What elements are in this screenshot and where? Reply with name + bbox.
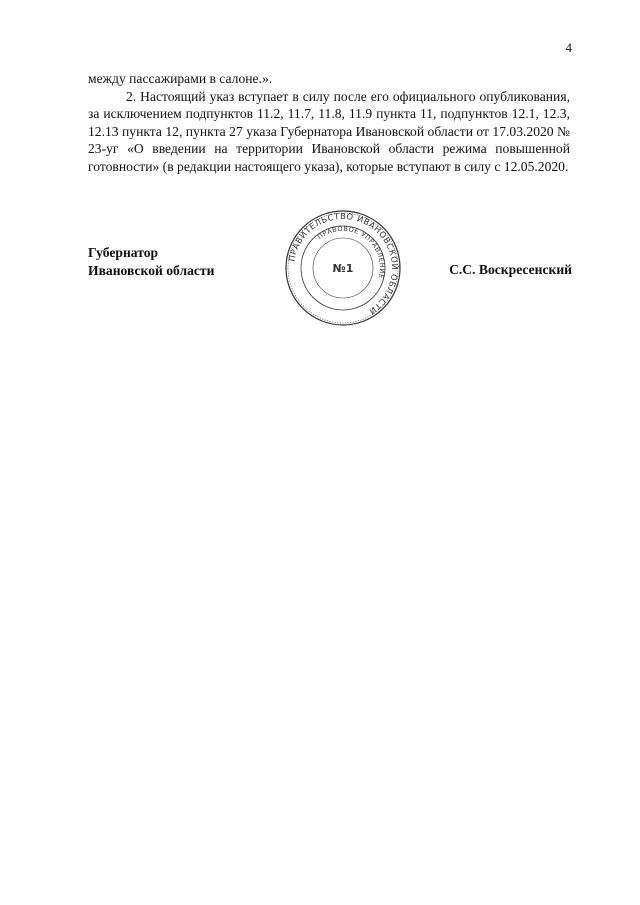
- official-seal-icon: [283, 208, 403, 328]
- signature-title-line-2: Ивановской области: [88, 262, 215, 278]
- page-number: 4: [565, 40, 572, 55]
- seal-number: №1: [332, 262, 354, 275]
- signature-title: [88, 244, 214, 279]
- seal-inner-text: ПРАВОВОЕ УПРАВЛЕНИЕ: [315, 224, 387, 280]
- document-body: [88, 70, 570, 176]
- signature-title-line-1: Губернатор: [88, 245, 159, 260]
- signature-name: С.С. Воскресенский: [449, 262, 572, 277]
- seal-outer-text: ПРАВИТЕЛЬСТВО ИВАНОВСКОЙ ОБЛАСТИ: [286, 210, 401, 317]
- body-line-1: между пассажирами в салоне.».: [88, 71, 273, 86]
- body-paragraph-2: 2. Настоящий указ вступает в силу после его официального опубликования, за исключением подпунктов 11.2, 11.7, 11.8, 11.9 пункта 11, подпунктов 12.1, 12.3, 12.13 пункта 12, пункта 27 указа Губернатора Ивановской области от 17.03.2020 № 23-уг «О введении на территории Ивановской области режима повышенной готовности» (в редакции настоящего указа), которые вступают в силу с 12.05.2020.: [88, 88, 570, 174]
